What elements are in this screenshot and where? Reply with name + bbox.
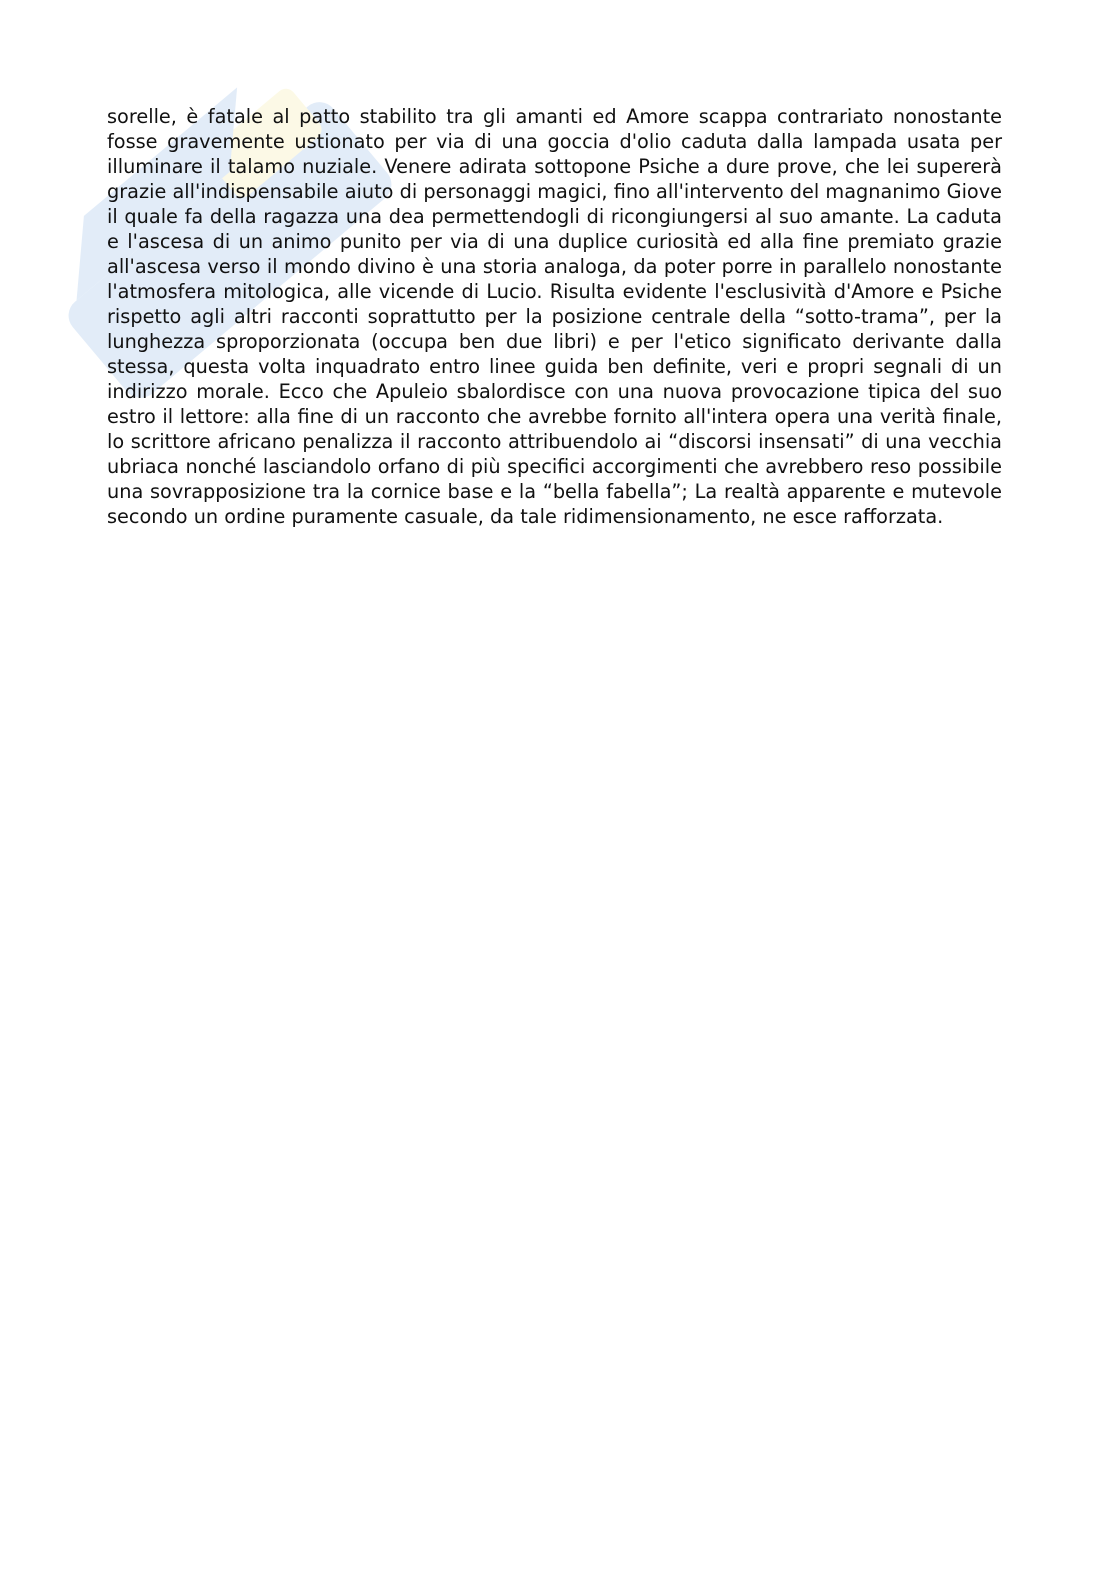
- body-paragraph: sorelle, è fatale al patto stabilito tra gli amanti ed Amore scappa contrariato nonostante fosse gravemente ustionato per via di una goccia d'olio caduta dalla lampada usata per illuminare il talamo nuziale. Venere adirata sottopone Psiche a dure prove, che lei supererà grazie all'indispensabile aiuto di personaggi magici, fino all'intervento del magnanimo Giove il quale fa della ragazza una dea permettendogli di ricongiungersi al suo amante. La caduta e l'ascesa di un animo punito per via di una duplice curiosità ed alla fine premiato grazie all'ascesa verso il mondo divino è una storia analoga, da poter porre in parallelo nonostante l'atmosfera mitologica, alle vicende di Lucio. Risulta evidente l'esclusività d'Amore e Psiche rispetto agli altri racconti soprattutto per la posizione centrale della “sotto-trama”, per la lunghezza sproporzionata (occupa ben due libri) e per l'etico significato derivante dalla stessa, questa volta inquadrato entro linee guida ben definite, veri e propri segnali di un indirizzo morale. Ecco che Apuleio sbalordisce con una nuova provocazione tipica del suo estro il lettore: alla fine di un racconto che avrebbe fornito all'intera opera una verità finale, lo scrittore africano penalizza il racconto attribuendolo ai “discorsi insensati” di una vecchia ubriaca nonché lasciandolo orfano di più specifici accorgimenti che avrebbero reso possibile una sovrapposizione tra la cornice base e la “bella fabella”; La realtà apparente e mutevole secondo un ordine puramente casuale, da tale ridimensionamento, ne esce rafforzata.: [107, 105, 1002, 528]
